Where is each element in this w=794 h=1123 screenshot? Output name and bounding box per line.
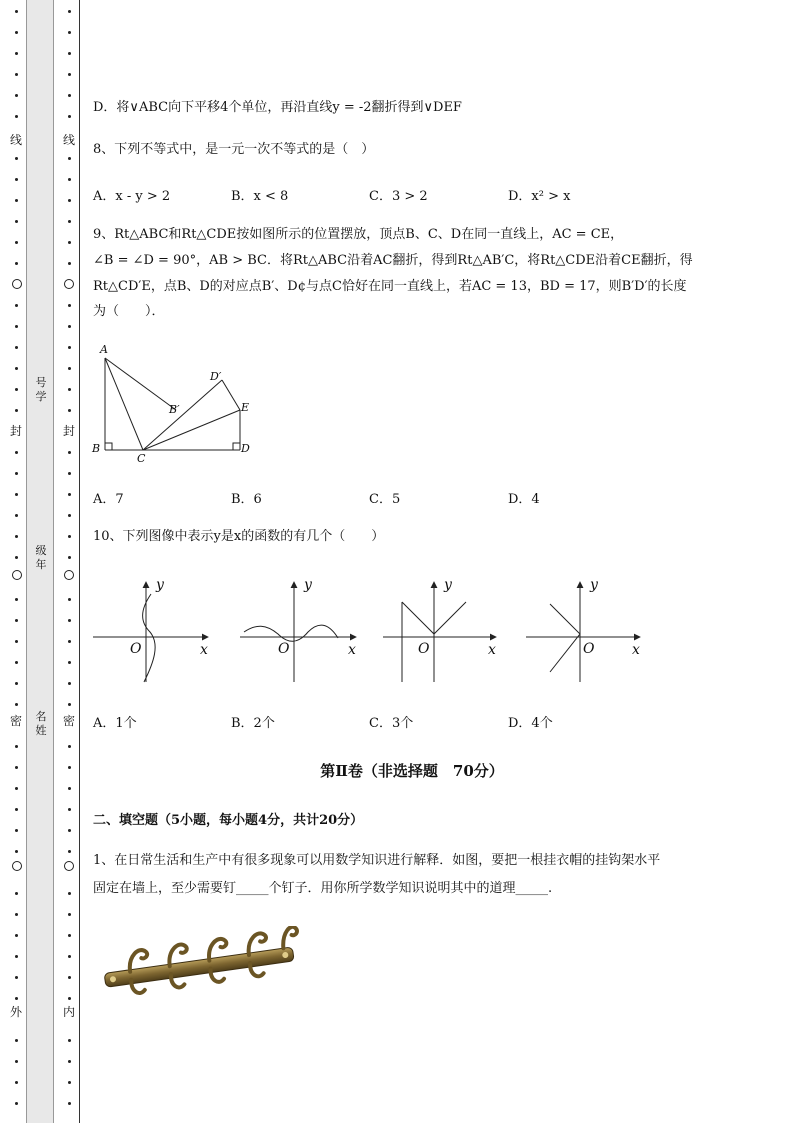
field-grade: 级年 — [35, 544, 47, 571]
binding-dot — [68, 1102, 71, 1105]
q9-line-3: Rt△CD′E，点B、D的对应点B′、D¢与点C恰好在同一直线上，若AC = 13，BD = 17，则B′D′的长度 — [93, 279, 687, 294]
binding-dot — [68, 682, 71, 685]
outer-mark-xian: 线 — [9, 133, 22, 147]
binding-dot — [15, 304, 18, 307]
section-fill-title: 二、填空题（5小题，每小题4分，共计20分） — [93, 813, 364, 828]
q8-option-a: A．x - y > 2 — [93, 189, 171, 204]
binding-dot — [15, 703, 18, 706]
punch-circle — [12, 861, 22, 871]
binding-dot — [68, 850, 71, 853]
q8-option-d: D．x² > x — [508, 189, 571, 204]
binding-dot — [68, 10, 71, 13]
binding-dot — [15, 115, 18, 118]
binding-dot — [15, 829, 18, 832]
binding-dot — [15, 535, 18, 538]
binding-dot — [68, 619, 71, 622]
outer-mark-mi: 密 — [9, 714, 22, 728]
inner-mark-mi: 密 — [62, 714, 75, 728]
binding-dot — [68, 31, 71, 34]
page-left-border — [79, 0, 80, 1123]
q9-option-c: C．5 — [369, 492, 401, 507]
binding-dot — [15, 682, 18, 685]
binding-dot — [68, 262, 71, 265]
punch-circle — [64, 861, 74, 871]
part2-title: 第Ⅱ卷（非选择题 70分） — [320, 762, 504, 780]
binding-dot — [15, 10, 18, 13]
graph1-y: y — [156, 577, 164, 593]
binding-dot — [15, 31, 18, 34]
binding-dot — [68, 388, 71, 391]
binding-dot — [15, 934, 18, 937]
q9-option-d: D．4 — [508, 492, 540, 507]
binding-dot — [15, 955, 18, 958]
binding-dot — [68, 73, 71, 76]
binding-dot — [15, 451, 18, 454]
label-a: A — [100, 343, 108, 356]
graph3-o: O — [418, 641, 430, 657]
punch-circle — [64, 570, 74, 580]
binding-dot — [68, 52, 71, 55]
binding-dot — [15, 976, 18, 979]
binding-dot — [68, 493, 71, 496]
binding-dot — [15, 745, 18, 748]
binding-dot — [15, 1039, 18, 1042]
binding-dot — [15, 262, 18, 265]
inner-mark-feng: 封 — [62, 424, 75, 438]
binding-dot — [15, 1102, 18, 1105]
q9-line-1: 9、Rt△ABC和Rt△CDE按如图所示的位置摆放，顶点B、C、D在同一直线上，AC = CE， — [93, 227, 624, 242]
q10-option-b: B．2个 — [231, 716, 275, 731]
outer-mark-wai: 外 — [9, 1005, 22, 1019]
q9-line-4: 为（ ）． — [93, 304, 165, 319]
label-d: D — [241, 442, 250, 455]
punch-circle — [12, 570, 22, 580]
graph3-y: y — [444, 577, 452, 593]
q8-stem: 8、下列不等式中，是一元一次不等式的是（ ） — [93, 142, 375, 157]
q8-option-b: B．x < 8 — [231, 189, 289, 204]
binding-dot — [15, 514, 18, 517]
binding-dot — [68, 199, 71, 202]
binding-dot — [68, 514, 71, 517]
binding-dot — [15, 661, 18, 664]
binding-dot — [15, 241, 18, 244]
binding-dot — [68, 220, 71, 223]
punch-circle — [64, 279, 74, 289]
binding-dot — [68, 451, 71, 454]
binding-dot — [68, 325, 71, 328]
binding-dot — [68, 367, 71, 370]
binding-dot — [68, 808, 71, 811]
q10-stem: 10、下列图像中表示y是x的函数的有几个（ ） — [93, 529, 385, 544]
binding-dot — [15, 640, 18, 643]
binding-dot — [68, 640, 71, 643]
binding-dot — [68, 409, 71, 412]
q10-graphs — [88, 572, 658, 690]
binding-dot — [15, 94, 18, 97]
graph1-x: x — [200, 642, 208, 658]
binding-dot — [68, 745, 71, 748]
binding-dot — [68, 157, 71, 160]
binding-dot — [68, 661, 71, 664]
binding-dot — [15, 598, 18, 601]
graph3-x: x — [488, 642, 496, 658]
label-e: E — [241, 401, 250, 414]
q8-option-c: C．3 > 2 — [369, 189, 428, 204]
graph4-x: x — [632, 642, 640, 658]
binding-dot — [15, 346, 18, 349]
binding-dot — [68, 913, 71, 916]
binding-dot — [15, 619, 18, 622]
binding-dot — [68, 934, 71, 937]
q9-line-2: ∠B = ∠D = 90°，AB > BC．将Rt△ABC沿着AC翻折，得到Rt△AB′C，将Rt△CDE沿着CE翻折，得 — [93, 253, 693, 268]
binding-dot — [15, 367, 18, 370]
binding-dot — [68, 1081, 71, 1084]
binding-dot — [68, 703, 71, 706]
q10-option-d: D．4个 — [508, 716, 553, 731]
binding-dot — [68, 94, 71, 97]
graph2-x: x — [348, 642, 356, 658]
coat-hook-rack-image — [100, 926, 305, 996]
graph1-o: O — [130, 641, 142, 657]
field-student-number: 号学 — [35, 376, 47, 403]
binding-dot — [15, 73, 18, 76]
binding-dot — [15, 892, 18, 895]
binding-dot — [15, 1060, 18, 1063]
graph4-o: O — [583, 641, 595, 657]
q9-option-a: A．7 — [93, 492, 124, 507]
binding-dot — [68, 304, 71, 307]
binding-dot — [15, 325, 18, 328]
inner-mark-xian: 线 — [62, 133, 75, 147]
binding-dot — [68, 787, 71, 790]
binding-dot — [68, 472, 71, 475]
label-d-prime: D′ — [210, 370, 222, 383]
label-b: B — [92, 442, 101, 455]
label-b-prime: B′ — [169, 403, 180, 416]
q9-figure — [90, 340, 260, 465]
binding-dot — [68, 115, 71, 118]
binding-dot — [15, 493, 18, 496]
binding-dot — [68, 976, 71, 979]
q10-option-c: C．3个 — [369, 716, 414, 731]
binding-dot — [68, 556, 71, 559]
binding-dot — [68, 829, 71, 832]
binding-dot — [15, 472, 18, 475]
q9-option-b: B．6 — [231, 492, 262, 507]
binding-dot — [68, 241, 71, 244]
graph2-y: y — [304, 577, 312, 593]
inner-mark-nei: 内 — [62, 1005, 75, 1019]
binding-dot — [15, 220, 18, 223]
binding-dot — [68, 892, 71, 895]
punch-circle — [12, 279, 22, 289]
q10-option-a: A．1个 — [93, 716, 137, 731]
fill1-line-2: 固定在墙上，至少需要钉_____个钉子．用你所学数学知识说明其中的道理_____. — [93, 881, 553, 896]
binding-dot — [15, 808, 18, 811]
binding-dot — [15, 997, 18, 1000]
q7-option-d: D．将∨ABC向下平移4个单位，再沿直线y = -2翻折得到∨DEF — [93, 100, 462, 115]
binding-dot — [15, 556, 18, 559]
graph2-o: O — [278, 641, 290, 657]
label-c: C — [137, 452, 146, 465]
binding-dot — [68, 346, 71, 349]
binding-dot — [15, 388, 18, 391]
field-name: 名姓 — [35, 710, 47, 737]
binding-dot — [15, 787, 18, 790]
binding-dot — [68, 598, 71, 601]
binding-dot — [15, 52, 18, 55]
binding-dot — [68, 955, 71, 958]
binding-dot — [15, 1081, 18, 1084]
binding-dot — [68, 997, 71, 1000]
outer-mark-feng: 封 — [9, 424, 22, 438]
binding-dot — [15, 850, 18, 853]
binding-dot — [15, 409, 18, 412]
binding-dot — [15, 913, 18, 916]
binding-dot — [15, 199, 18, 202]
binding-dot — [15, 157, 18, 160]
fill1-line-1: 1、在日常生活和生产中有很多现象可以用数学知识进行解释．如图，要把一根挂衣帽的挂钩架水平 — [93, 853, 661, 868]
binding-dot — [68, 1060, 71, 1063]
binding-dot — [68, 535, 71, 538]
binding-dot — [68, 1039, 71, 1042]
binding-dot — [15, 178, 18, 181]
binding-dot — [68, 178, 71, 181]
graph4-y: y — [590, 577, 598, 593]
